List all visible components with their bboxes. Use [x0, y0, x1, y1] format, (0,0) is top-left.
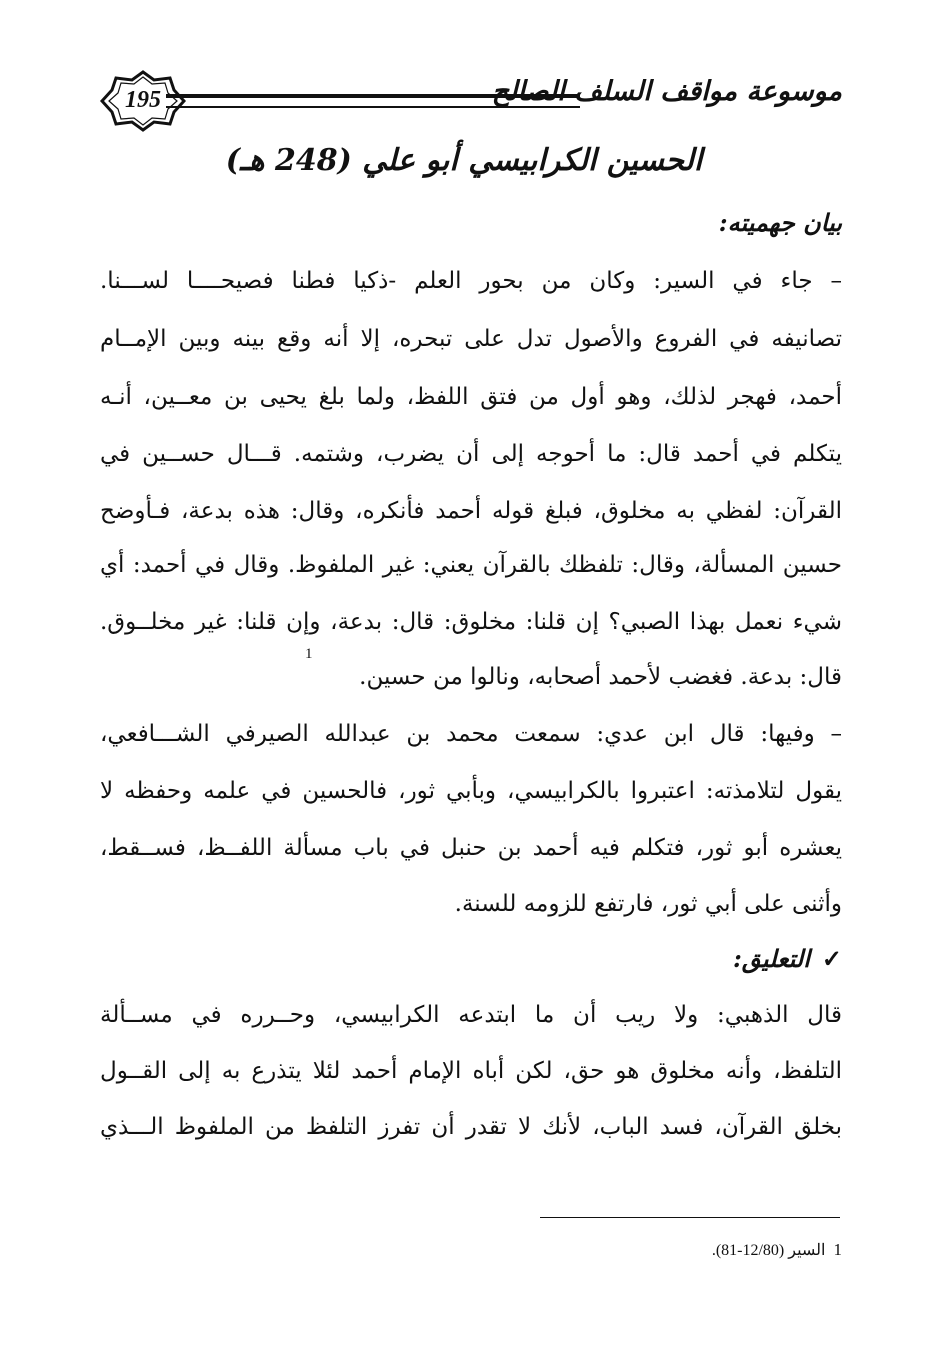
body-line: – جاء في السير: وكان من بحور العلم -ذكيا فطنا فصيحــــا لســـنا. [100, 268, 842, 294]
comment-line: قال الذهبي: ولا ريب أن ما ابتدعه الكرابيسي، وحــرره في مســألة [100, 1002, 842, 1028]
body-line: شيء نعمل بهذا الصبي؟ إن قلنا: مخلوق: قال: بدعة، وإن قلنا: غير مخلــوق. [100, 609, 842, 635]
footnote-rule [540, 1217, 840, 1218]
body-line: يقول لتلامذته: اعتبروا بالكرابيسي، وبأبي ثور، فالحسين في علمه وحفظه لا [100, 778, 842, 804]
body-line: أحمد، فهجر لذلك، وهو أول من فتق اللفظ، ولما بلغ يحيى بن معــين، أنـه [100, 384, 842, 410]
body-line: حسين المسألة، وقال: تلفظك بالقرآن يعني: غير الملفوظ. وقال في أحمد: أي [100, 552, 842, 578]
subheading: بيان جهميته: [718, 208, 842, 237]
footnote-reference: (12/80-81). [711, 1242, 785, 1259]
body-line: يتكلم في أحمد قال: ما أحوجه إلى أن يضرب، وشتمه. قـــال حســين في [100, 441, 842, 467]
footnote-number: 1 [833, 1240, 842, 1259]
footnote-source: السير [788, 1242, 826, 1259]
comment-heading [733, 944, 842, 973]
footnote-marker: 1 [305, 646, 313, 662]
page-number: 195 [125, 87, 161, 113]
body-line: – وفيها: قال ابن عدي: سمعت محمد بن عبدالله الصيرفي الشـــافعي، [100, 721, 842, 747]
running-header [100, 70, 842, 132]
footnote [712, 1240, 842, 1260]
comment-heading-label: التعليق: [733, 944, 810, 973]
body-line: تصانيفه في الفروع والأصول تدل على تبحره، إلا أنه وقع بينه وبين الإمــام [100, 326, 842, 352]
comment-line: بخلق القرآن، فسد الباب، لأنك لا تقدر أن تفرز التلفظ من الملفوظ الـــذي [100, 1114, 842, 1140]
body-line: وأثنى على أبي ثور، فارتفع للزومه للسنة. [454, 891, 842, 917]
body-line: يعشره أبو ثور، فتكلم فيه أحمد بن حنبل في باب مسألة اللفــظ، فســقط، [100, 835, 842, 861]
body-line: قال: بدعة. فغضب لأحمد أصحابه، ونالوا من حسين. [359, 664, 842, 690]
comment-line: التلفظ، وأنه مخلوق هو حق، لكن أباه الإمام أحمد لئلا يتذرع به إلى القــول [100, 1058, 842, 1084]
section-title: الحسين الكرابيسي أبو علي (248 هـ) [225, 143, 703, 178]
body-line: القرآن: لفظي به مخلوق، فبلغ قوله أحمد فأنكره، وقال: هذه بدعة، فـأوضح [100, 498, 842, 524]
book-title: موسوعة مواقف السلف الصالح [491, 76, 842, 107]
check-icon: ✓ [821, 944, 842, 973]
